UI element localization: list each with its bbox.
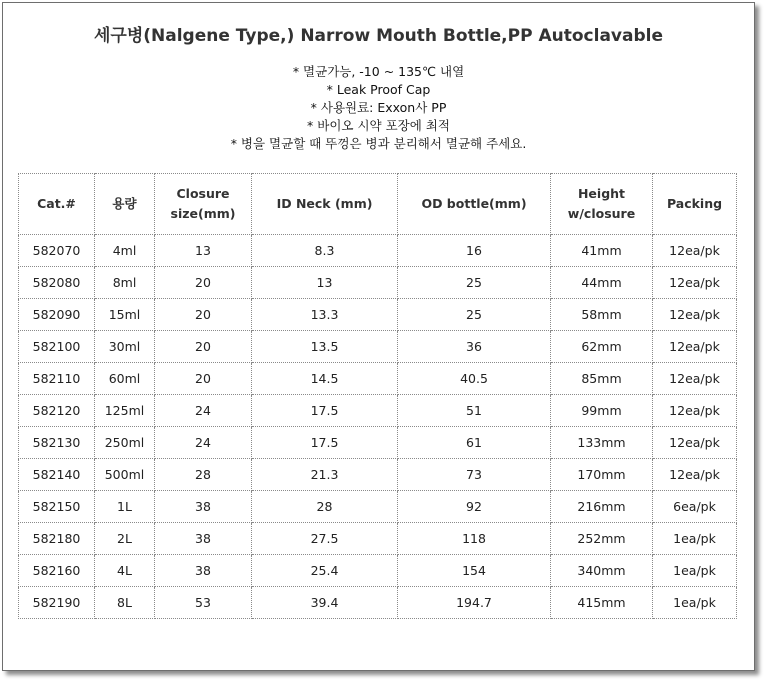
product-sheet-frame	[2, 2, 755, 671]
cell-packing: 1ea/pk	[653, 523, 737, 555]
cell-packing: 12ea/pk	[653, 299, 737, 331]
table-row	[19, 331, 737, 363]
cell-height: 41mm	[551, 235, 653, 267]
cell-packing: 6ea/pk	[653, 491, 737, 523]
note-line: * 사용원료: Exxon사 PP	[310, 100, 447, 115]
cell-cat: 582130	[19, 427, 95, 459]
cell-closure: 38	[155, 491, 252, 523]
cell-closure: 20	[155, 331, 252, 363]
cell-capacity: 4ml	[95, 235, 155, 267]
table-row	[19, 267, 737, 299]
cell-id-neck: 39.4	[252, 587, 398, 619]
header-closure-size: Closure size(mm)	[155, 174, 252, 235]
cell-height: 170mm	[551, 459, 653, 491]
cell-cat: 582150	[19, 491, 95, 523]
cell-height: 99mm	[551, 395, 653, 427]
cell-od-bottle: 36	[398, 331, 551, 363]
cell-closure: 53	[155, 587, 252, 619]
cell-closure: 13	[155, 235, 252, 267]
note-line: * 멸균가능, -10 ~ 135℃ 내열	[292, 64, 465, 79]
cell-capacity: 125ml	[95, 395, 155, 427]
cell-packing: 1ea/pk	[653, 587, 737, 619]
table-row	[19, 299, 737, 331]
header-cat: Cat.#	[19, 174, 95, 235]
header-packing: Packing	[653, 174, 737, 235]
cell-cat: 582080	[19, 267, 95, 299]
cell-closure: 24	[155, 395, 252, 427]
cell-od-bottle: 118	[398, 523, 551, 555]
cell-capacity: 8L	[95, 587, 155, 619]
cell-closure: 38	[155, 555, 252, 587]
cell-od-bottle: 194.7	[398, 587, 551, 619]
note-line: * Leak Proof Cap	[326, 82, 431, 97]
cell-packing: 12ea/pk	[653, 459, 737, 491]
cell-capacity: 15ml	[95, 299, 155, 331]
cell-packing: 12ea/pk	[653, 427, 737, 459]
table-row	[19, 427, 737, 459]
cell-capacity: 8ml	[95, 267, 155, 299]
cell-closure: 20	[155, 267, 252, 299]
cell-packing: 1ea/pk	[653, 555, 737, 587]
cell-id-neck: 21.3	[252, 459, 398, 491]
table-row	[19, 587, 737, 619]
cell-height: 340mm	[551, 555, 653, 587]
cell-cat: 582140	[19, 459, 95, 491]
cell-od-bottle: 154	[398, 555, 551, 587]
cell-id-neck: 13.3	[252, 299, 398, 331]
cell-cat: 582110	[19, 363, 95, 395]
cell-cat: 582180	[19, 523, 95, 555]
cell-height: 252mm	[551, 523, 653, 555]
cell-closure: 38	[155, 523, 252, 555]
cell-od-bottle: 51	[398, 395, 551, 427]
cell-od-bottle: 73	[398, 459, 551, 491]
cell-height: 58mm	[551, 299, 653, 331]
cell-id-neck: 17.5	[252, 427, 398, 459]
product-notes	[3, 63, 754, 153]
cell-height: 85mm	[551, 363, 653, 395]
table-row	[19, 235, 737, 267]
table-row	[19, 523, 737, 555]
table-row	[19, 491, 737, 523]
cell-closure: 20	[155, 299, 252, 331]
table-row	[19, 395, 737, 427]
table-row	[19, 459, 737, 491]
header-height: Height w/closure	[551, 174, 653, 235]
header-id-neck: ID Neck (mm)	[252, 174, 398, 235]
cell-capacity: 1L	[95, 491, 155, 523]
cell-id-neck: 17.5	[252, 395, 398, 427]
cell-packing: 12ea/pk	[653, 395, 737, 427]
cell-capacity: 60ml	[95, 363, 155, 395]
header-capacity: 용량	[95, 174, 155, 235]
cell-od-bottle: 16	[398, 235, 551, 267]
cell-height: 133mm	[551, 427, 653, 459]
cell-id-neck: 25.4	[252, 555, 398, 587]
table-header-row	[19, 174, 737, 235]
cell-id-neck: 27.5	[252, 523, 398, 555]
cell-od-bottle: 92	[398, 491, 551, 523]
cell-capacity: 30ml	[95, 331, 155, 363]
cell-packing: 12ea/pk	[653, 267, 737, 299]
cell-packing: 12ea/pk	[653, 331, 737, 363]
cell-od-bottle: 61	[398, 427, 551, 459]
spec-table	[18, 173, 737, 619]
cell-capacity: 4L	[95, 555, 155, 587]
cell-closure: 20	[155, 363, 252, 395]
cell-capacity: 250ml	[95, 427, 155, 459]
table-row	[19, 555, 737, 587]
cell-closure: 28	[155, 459, 252, 491]
header-od-bottle: OD bottle(mm)	[398, 174, 551, 235]
cell-od-bottle: 25	[398, 267, 551, 299]
cell-closure: 24	[155, 427, 252, 459]
page-title: 세구병(Nalgene Type,) Narrow Mouth Bottle,PP Autoclavable	[94, 26, 663, 46]
cell-height: 415mm	[551, 587, 653, 619]
table-row	[19, 363, 737, 395]
cell-id-neck: 8.3	[252, 235, 398, 267]
cell-od-bottle: 40.5	[398, 363, 551, 395]
cell-height: 44mm	[551, 267, 653, 299]
cell-packing: 12ea/pk	[653, 363, 737, 395]
note-line: * 병을 멸균할 때 뚜껑은 병과 분리해서 멸균해 주세요.	[230, 136, 527, 151]
cell-cat: 582190	[19, 587, 95, 619]
cell-id-neck: 14.5	[252, 363, 398, 395]
note-line: * 바이오 시약 포장에 최적	[307, 118, 450, 133]
cell-capacity: 500ml	[95, 459, 155, 491]
cell-height: 62mm	[551, 331, 653, 363]
cell-height: 216mm	[551, 491, 653, 523]
cell-od-bottle: 25	[398, 299, 551, 331]
cell-cat: 582100	[19, 331, 95, 363]
cell-id-neck: 13	[252, 267, 398, 299]
cell-packing: 12ea/pk	[653, 235, 737, 267]
cell-id-neck: 13.5	[252, 331, 398, 363]
cell-cat: 582160	[19, 555, 95, 587]
cell-capacity: 2L	[95, 523, 155, 555]
cell-cat: 582090	[19, 299, 95, 331]
cell-id-neck: 28	[252, 491, 398, 523]
cell-cat: 582120	[19, 395, 95, 427]
cell-cat: 582070	[19, 235, 95, 267]
